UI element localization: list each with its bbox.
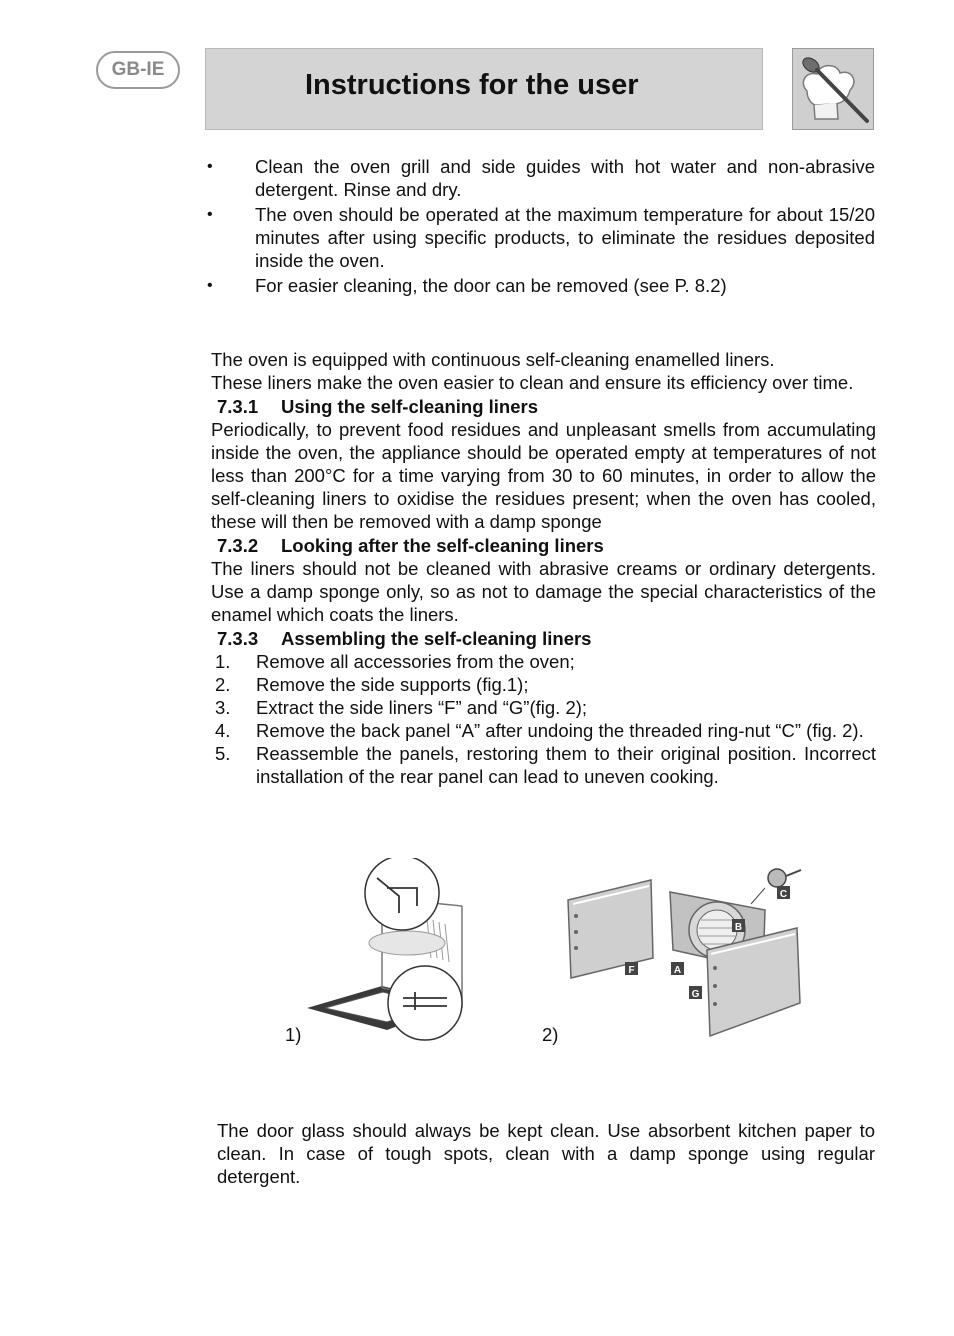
subsection-text: Periodically, to prevent food residues and unpleasant smells from accumulating inside the oven, the appliance should be operated empty at temperatures of not less than 200°C for a time varying from 30 to 60 minutes, in order to allow the self-cleaning liners to oxidise the residues present; when the oven has cooled, these will then be removed with a damp sponge xyxy=(211,419,876,532)
svg-text:G: G xyxy=(691,989,700,1000)
page-title: Instructions for the user xyxy=(305,69,639,101)
figure-1-side-supports xyxy=(307,858,467,1048)
svg-text:F: F xyxy=(628,965,635,976)
subsection-heading: 7.3.1 Using the self-cleaning liners xyxy=(217,396,539,417)
subsection-heading: 7.3.3 Assembling the self-cleaning liners xyxy=(217,628,592,649)
list-item: 5. Reassemble the panels, restoring them to their original position. Incorrect installation of the rear panel can lead to uneven cooking. xyxy=(215,743,876,787)
list-item: • The oven should be operated at the maximum temperature for about 15/20 minutes after using specific products, to eliminate the residues deposited inside the oven. xyxy=(207,204,875,271)
list-item: 4. Remove the back panel “A” after undoing the threaded ring-nut “C” (fig. 2). xyxy=(215,720,864,741)
label-b xyxy=(732,919,745,933)
list-item: • Clean the oven grill and side guides with hot water and non-abrasive detergent. Rinse and dry. xyxy=(207,156,875,200)
label-c xyxy=(777,886,790,900)
label-f xyxy=(625,962,638,976)
spoon-chef-hat-icon xyxy=(792,48,874,130)
figure-2-liners xyxy=(565,858,807,1048)
list-item: 1. Remove all accessories from the oven; xyxy=(215,651,575,672)
self-cleaning-section xyxy=(211,348,876,788)
figure-2-caption: 2) xyxy=(542,1024,559,1045)
list-item: 2. Remove the side supports (fig.1); xyxy=(215,674,529,695)
intro-line-1: The oven is equipped with continuous self-cleaning enamelled liners. xyxy=(211,349,775,370)
door-glass-text: The door glass should always be kept clean. Use absorbent kitchen paper to clean. In case of tough spots, clean with a damp sponge using regular detergent. xyxy=(217,1120,875,1187)
list-item: • For easier cleaning, the door can be removed (see P. 8.2) xyxy=(207,275,727,296)
svg-text:B: B xyxy=(734,922,743,933)
assembly-steps-list xyxy=(211,650,876,788)
figure-1-caption: 1) xyxy=(285,1024,302,1045)
language-badge: GB-IE xyxy=(96,51,180,89)
svg-text:C: C xyxy=(779,889,788,900)
header-bar xyxy=(205,48,763,130)
subsection-text: The liners should not be cleaned with abrasive creams or ordinary detergents. Use a damp sponge only, so as not to damage the special characteristics of the enamel which coats the liners. xyxy=(211,558,876,625)
list-item: 3. Extract the side liners “F” and “G”(fig. 2); xyxy=(215,697,588,718)
subsection-heading: 7.3.2 Looking after the self-cleaning liners xyxy=(217,535,604,556)
label-a xyxy=(671,962,684,976)
cleaning-tips-list xyxy=(205,155,875,299)
label-g xyxy=(689,986,702,1000)
svg-text:A: A xyxy=(673,965,682,976)
intro-line-2: These liners make the oven easier to clean and ensure its efficiency over time. xyxy=(211,372,854,393)
